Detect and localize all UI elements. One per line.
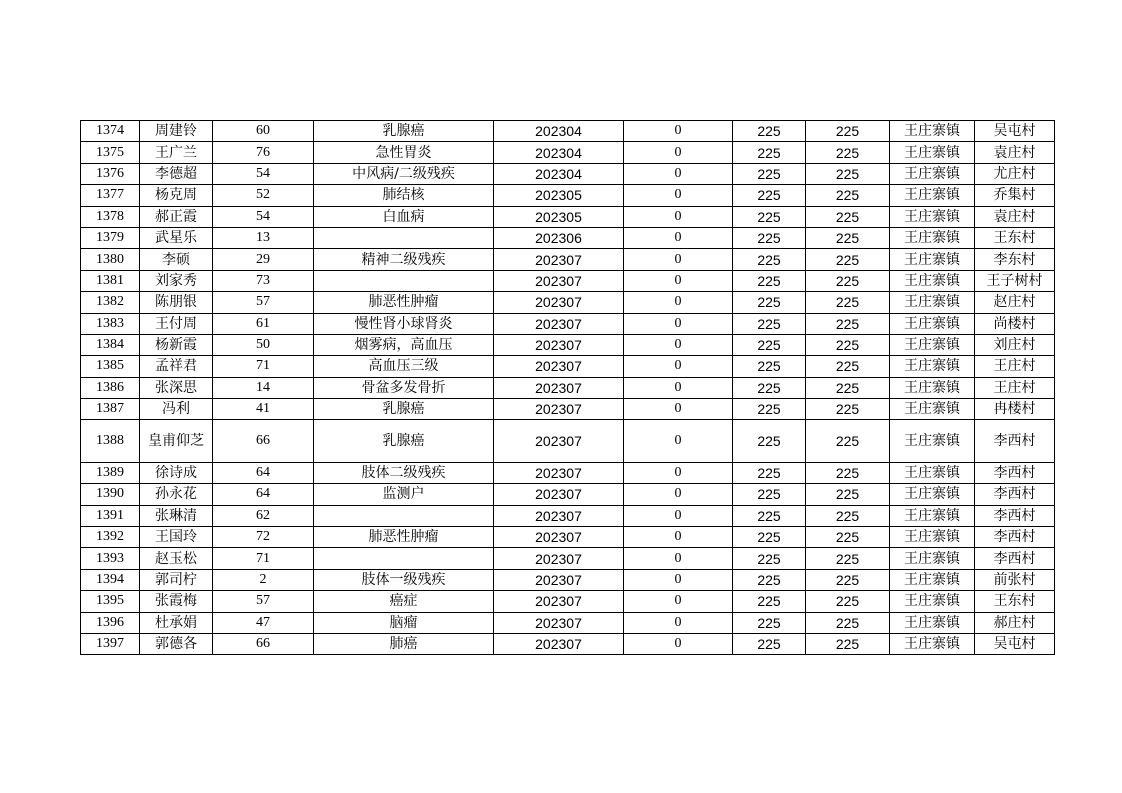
town-cell: 王庄寨镇 [890, 505, 975, 526]
row-number-cell: 1379 [81, 227, 140, 248]
table-row [81, 163, 1055, 184]
value-1-cell: 0 [624, 399, 733, 420]
row-number-cell: 1386 [81, 377, 140, 398]
village-cell: 李西村 [975, 548, 1055, 569]
value-2-cell: 225 [733, 163, 806, 184]
town-cell: 王庄寨镇 [890, 569, 975, 590]
value-2-cell: 225 [733, 142, 806, 163]
row-number-cell: 1387 [81, 399, 140, 420]
month-cell: 202304 [494, 121, 624, 142]
table-body [81, 121, 1055, 655]
month-cell: 202307 [494, 548, 624, 569]
value-3-cell: 225 [806, 612, 890, 633]
row-number-cell: 1382 [81, 292, 140, 313]
age-cell: 64 [213, 484, 314, 505]
village-cell: 李西村 [975, 505, 1055, 526]
age-cell: 61 [213, 313, 314, 334]
month-cell: 202307 [494, 420, 624, 462]
row-number-cell: 1395 [81, 591, 140, 612]
value-2-cell: 225 [733, 227, 806, 248]
age-cell: 73 [213, 270, 314, 291]
value-3-cell: 225 [806, 227, 890, 248]
month-cell: 202307 [494, 484, 624, 505]
age-cell: 29 [213, 249, 314, 270]
value-3-cell: 225 [806, 399, 890, 420]
value-2-cell: 225 [733, 313, 806, 334]
month-cell: 202307 [494, 270, 624, 291]
value-2-cell: 225 [733, 399, 806, 420]
town-cell: 王庄寨镇 [890, 356, 975, 377]
town-cell: 王庄寨镇 [890, 633, 975, 654]
village-cell: 尚楼村 [975, 313, 1055, 334]
value-1-cell: 0 [624, 484, 733, 505]
name-cell: 王付周 [140, 313, 213, 334]
table-row [81, 548, 1055, 569]
condition-cell: 白血病 [314, 206, 494, 227]
name-cell: 李硕 [140, 249, 213, 270]
row-number-cell: 1392 [81, 526, 140, 547]
condition-cell: 乳腺癌 [314, 121, 494, 142]
value-2-cell: 225 [733, 121, 806, 142]
village-cell: 袁庄村 [975, 142, 1055, 163]
value-1-cell: 0 [624, 356, 733, 377]
name-cell: 杨克周 [140, 185, 213, 206]
name-cell: 王广兰 [140, 142, 213, 163]
row-number-cell: 1375 [81, 142, 140, 163]
name-cell: 李德超 [140, 163, 213, 184]
village-cell: 吴屯村 [975, 121, 1055, 142]
row-number-cell: 1384 [81, 334, 140, 355]
table-row [81, 505, 1055, 526]
condition-cell: 烟雾病，高血压 [314, 334, 494, 355]
month-cell: 202307 [494, 377, 624, 398]
age-cell: 66 [213, 633, 314, 654]
value-1-cell: 0 [624, 526, 733, 547]
town-cell: 王庄寨镇 [890, 462, 975, 483]
age-cell: 71 [213, 356, 314, 377]
value-1-cell: 0 [624, 163, 733, 184]
value-1-cell: 0 [624, 227, 733, 248]
condition-cell: 乳腺癌 [314, 399, 494, 420]
condition-cell: 肢体二级残疾 [314, 462, 494, 483]
condition-cell: 肺恶性肿瘤 [314, 526, 494, 547]
name-cell: 杜承娟 [140, 612, 213, 633]
value-3-cell: 225 [806, 292, 890, 313]
name-cell: 周建铃 [140, 121, 213, 142]
town-cell: 王庄寨镇 [890, 313, 975, 334]
town-cell: 王庄寨镇 [890, 591, 975, 612]
condition-cell: 乳腺癌 [314, 420, 494, 462]
month-cell: 202305 [494, 206, 624, 227]
value-2-cell: 225 [733, 185, 806, 206]
village-cell: 李东村 [975, 249, 1055, 270]
value-2-cell: 225 [733, 505, 806, 526]
age-cell: 13 [213, 227, 314, 248]
age-cell: 57 [213, 591, 314, 612]
month-cell: 202305 [494, 185, 624, 206]
value-3-cell: 225 [806, 484, 890, 505]
value-2-cell: 225 [733, 548, 806, 569]
value-3-cell: 225 [806, 356, 890, 377]
village-cell: 王子树村 [975, 270, 1055, 291]
row-number-cell: 1390 [81, 484, 140, 505]
village-cell: 王东村 [975, 227, 1055, 248]
value-2-cell: 225 [733, 206, 806, 227]
town-cell: 王庄寨镇 [890, 163, 975, 184]
value-3-cell: 225 [806, 121, 890, 142]
value-1-cell: 0 [624, 206, 733, 227]
age-cell: 72 [213, 526, 314, 547]
value-2-cell: 225 [733, 377, 806, 398]
month-cell: 202307 [494, 462, 624, 483]
table-row [81, 292, 1055, 313]
row-number-cell: 1393 [81, 548, 140, 569]
name-cell: 武星乐 [140, 227, 213, 248]
town-cell: 王庄寨镇 [890, 227, 975, 248]
table-row [81, 121, 1055, 142]
value-3-cell: 225 [806, 249, 890, 270]
row-number-cell: 1381 [81, 270, 140, 291]
name-cell: 郝正霞 [140, 206, 213, 227]
table-row [81, 526, 1055, 547]
value-2-cell: 225 [733, 484, 806, 505]
value-1-cell: 0 [624, 142, 733, 163]
value-2-cell: 225 [733, 569, 806, 590]
village-cell: 李西村 [975, 526, 1055, 547]
month-cell: 202307 [494, 569, 624, 590]
condition-cell: 肺癌 [314, 633, 494, 654]
table-row [81, 142, 1055, 163]
table-row [81, 633, 1055, 654]
value-2-cell: 225 [733, 612, 806, 633]
row-number-cell: 1394 [81, 569, 140, 590]
table-row [81, 612, 1055, 633]
value-1-cell: 0 [624, 185, 733, 206]
age-cell: 71 [213, 548, 314, 569]
condition-cell: 癌症 [314, 591, 494, 612]
village-cell: 李西村 [975, 484, 1055, 505]
name-cell: 陈朋银 [140, 292, 213, 313]
value-1-cell: 0 [624, 420, 733, 462]
table-row [81, 206, 1055, 227]
condition-cell: 脑瘤 [314, 612, 494, 633]
town-cell: 王庄寨镇 [890, 185, 975, 206]
value-1-cell: 0 [624, 292, 733, 313]
condition-cell: 监测户 [314, 484, 494, 505]
town-cell: 王庄寨镇 [890, 270, 975, 291]
village-cell: 吴屯村 [975, 633, 1055, 654]
condition-cell: 精神二级残疾 [314, 249, 494, 270]
row-number-cell: 1377 [81, 185, 140, 206]
value-1-cell: 0 [624, 121, 733, 142]
value-3-cell: 225 [806, 142, 890, 163]
value-1-cell: 0 [624, 612, 733, 633]
month-cell: 202307 [494, 633, 624, 654]
name-cell: 冯利 [140, 399, 213, 420]
name-cell: 郭德各 [140, 633, 213, 654]
village-cell: 赵庄村 [975, 292, 1055, 313]
value-1-cell: 0 [624, 334, 733, 355]
value-2-cell: 225 [733, 420, 806, 462]
age-cell: 52 [213, 185, 314, 206]
name-cell: 张霞梅 [140, 591, 213, 612]
table-row [81, 334, 1055, 355]
table-row [81, 356, 1055, 377]
condition-cell [314, 505, 494, 526]
table-row [81, 399, 1055, 420]
town-cell: 王庄寨镇 [890, 334, 975, 355]
month-cell: 202307 [494, 249, 624, 270]
village-cell: 王庄村 [975, 377, 1055, 398]
row-number-cell: 1388 [81, 420, 140, 462]
table-row [81, 249, 1055, 270]
month-cell: 202307 [494, 591, 624, 612]
value-2-cell: 225 [733, 633, 806, 654]
age-cell: 41 [213, 399, 314, 420]
value-2-cell: 225 [733, 292, 806, 313]
condition-cell: 肢体一级残疾 [314, 569, 494, 590]
month-cell: 202307 [494, 526, 624, 547]
table-row [81, 591, 1055, 612]
town-cell: 王庄寨镇 [890, 121, 975, 142]
condition-cell: 慢性肾小球肾炎 [314, 313, 494, 334]
value-2-cell: 225 [733, 270, 806, 291]
value-3-cell: 225 [806, 462, 890, 483]
value-1-cell: 0 [624, 569, 733, 590]
row-number-cell: 1380 [81, 249, 140, 270]
village-cell: 尤庄村 [975, 163, 1055, 184]
town-cell: 王庄寨镇 [890, 526, 975, 547]
town-cell: 王庄寨镇 [890, 377, 975, 398]
value-3-cell: 225 [806, 334, 890, 355]
name-cell: 张深思 [140, 377, 213, 398]
row-number-cell: 1376 [81, 163, 140, 184]
village-cell: 刘庄村 [975, 334, 1055, 355]
name-cell: 王国玲 [140, 526, 213, 547]
name-cell: 张琳清 [140, 505, 213, 526]
month-cell: 202307 [494, 399, 624, 420]
value-1-cell: 0 [624, 505, 733, 526]
town-cell: 王庄寨镇 [890, 484, 975, 505]
table-row [81, 569, 1055, 590]
value-1-cell: 0 [624, 462, 733, 483]
month-cell: 202306 [494, 227, 624, 248]
name-cell: 郭司柠 [140, 569, 213, 590]
value-1-cell: 0 [624, 548, 733, 569]
value-2-cell: 225 [733, 526, 806, 547]
village-cell: 前张村 [975, 569, 1055, 590]
condition-cell [314, 227, 494, 248]
age-cell: 76 [213, 142, 314, 163]
value-3-cell: 225 [806, 420, 890, 462]
value-2-cell: 225 [733, 249, 806, 270]
village-cell: 冉楼村 [975, 399, 1055, 420]
value-1-cell: 0 [624, 591, 733, 612]
value-3-cell: 225 [806, 526, 890, 547]
condition-cell: 急性胃炎 [314, 142, 494, 163]
condition-cell [314, 548, 494, 569]
village-cell: 李西村 [975, 462, 1055, 483]
age-cell: 47 [213, 612, 314, 633]
village-cell: 袁庄村 [975, 206, 1055, 227]
village-cell: 郝庄村 [975, 612, 1055, 633]
value-3-cell: 225 [806, 206, 890, 227]
row-number-cell: 1378 [81, 206, 140, 227]
town-cell: 王庄寨镇 [890, 548, 975, 569]
table-row [81, 484, 1055, 505]
village-cell: 李西村 [975, 420, 1055, 462]
month-cell: 202307 [494, 292, 624, 313]
name-cell: 刘家秀 [140, 270, 213, 291]
town-cell: 王庄寨镇 [890, 142, 975, 163]
age-cell: 54 [213, 163, 314, 184]
month-cell: 202307 [494, 505, 624, 526]
name-cell: 孟祥君 [140, 356, 213, 377]
age-cell: 54 [213, 206, 314, 227]
value-2-cell: 225 [733, 334, 806, 355]
town-cell: 王庄寨镇 [890, 612, 975, 633]
age-cell: 50 [213, 334, 314, 355]
value-2-cell: 225 [733, 462, 806, 483]
month-cell: 202307 [494, 313, 624, 334]
value-1-cell: 0 [624, 249, 733, 270]
value-3-cell: 225 [806, 163, 890, 184]
table-row [81, 420, 1055, 462]
age-cell: 60 [213, 121, 314, 142]
value-3-cell: 225 [806, 569, 890, 590]
row-number-cell: 1391 [81, 505, 140, 526]
value-3-cell: 225 [806, 313, 890, 334]
age-cell: 62 [213, 505, 314, 526]
table-row [81, 185, 1055, 206]
month-cell: 202307 [494, 356, 624, 377]
age-cell: 57 [213, 292, 314, 313]
name-cell: 皇甫仰芝 [140, 420, 213, 462]
village-cell: 王庄村 [975, 356, 1055, 377]
age-cell: 2 [213, 569, 314, 590]
month-cell: 202307 [494, 334, 624, 355]
month-cell: 202307 [494, 612, 624, 633]
value-3-cell: 225 [806, 185, 890, 206]
town-cell: 王庄寨镇 [890, 249, 975, 270]
row-number-cell: 1397 [81, 633, 140, 654]
row-number-cell: 1383 [81, 313, 140, 334]
table-row [81, 377, 1055, 398]
age-cell: 14 [213, 377, 314, 398]
value-3-cell: 225 [806, 377, 890, 398]
row-number-cell: 1385 [81, 356, 140, 377]
value-2-cell: 225 [733, 591, 806, 612]
condition-cell: 肺结核 [314, 185, 494, 206]
condition-cell [314, 270, 494, 291]
town-cell: 王庄寨镇 [890, 420, 975, 462]
value-2-cell: 225 [733, 356, 806, 377]
town-cell: 王庄寨镇 [890, 399, 975, 420]
value-3-cell: 225 [806, 548, 890, 569]
table-row [81, 270, 1055, 291]
name-cell: 孙永花 [140, 484, 213, 505]
town-cell: 王庄寨镇 [890, 292, 975, 313]
row-number-cell: 1389 [81, 462, 140, 483]
condition-cell: 骨盆多发骨折 [314, 377, 494, 398]
value-3-cell: 225 [806, 591, 890, 612]
records-table [80, 120, 1055, 655]
table-row [81, 313, 1055, 334]
value-3-cell: 225 [806, 270, 890, 291]
value-1-cell: 0 [624, 270, 733, 291]
village-cell: 王东村 [975, 591, 1055, 612]
condition-cell: 中风病/二级残疾 [314, 163, 494, 184]
name-cell: 杨新霞 [140, 334, 213, 355]
table-row [81, 227, 1055, 248]
condition-cell: 高血压三级 [314, 356, 494, 377]
name-cell: 赵玉松 [140, 548, 213, 569]
value-3-cell: 225 [806, 505, 890, 526]
village-cell: 乔集村 [975, 185, 1055, 206]
age-cell: 64 [213, 462, 314, 483]
value-1-cell: 0 [624, 377, 733, 398]
value-1-cell: 0 [624, 633, 733, 654]
name-cell: 徐诗成 [140, 462, 213, 483]
row-number-cell: 1396 [81, 612, 140, 633]
month-cell: 202304 [494, 163, 624, 184]
value-3-cell: 225 [806, 633, 890, 654]
month-cell: 202304 [494, 142, 624, 163]
condition-cell: 肺恶性肿瘤 [314, 292, 494, 313]
table-row [81, 462, 1055, 483]
value-1-cell: 0 [624, 313, 733, 334]
town-cell: 王庄寨镇 [890, 206, 975, 227]
row-number-cell: 1374 [81, 121, 140, 142]
age-cell: 66 [213, 420, 314, 462]
